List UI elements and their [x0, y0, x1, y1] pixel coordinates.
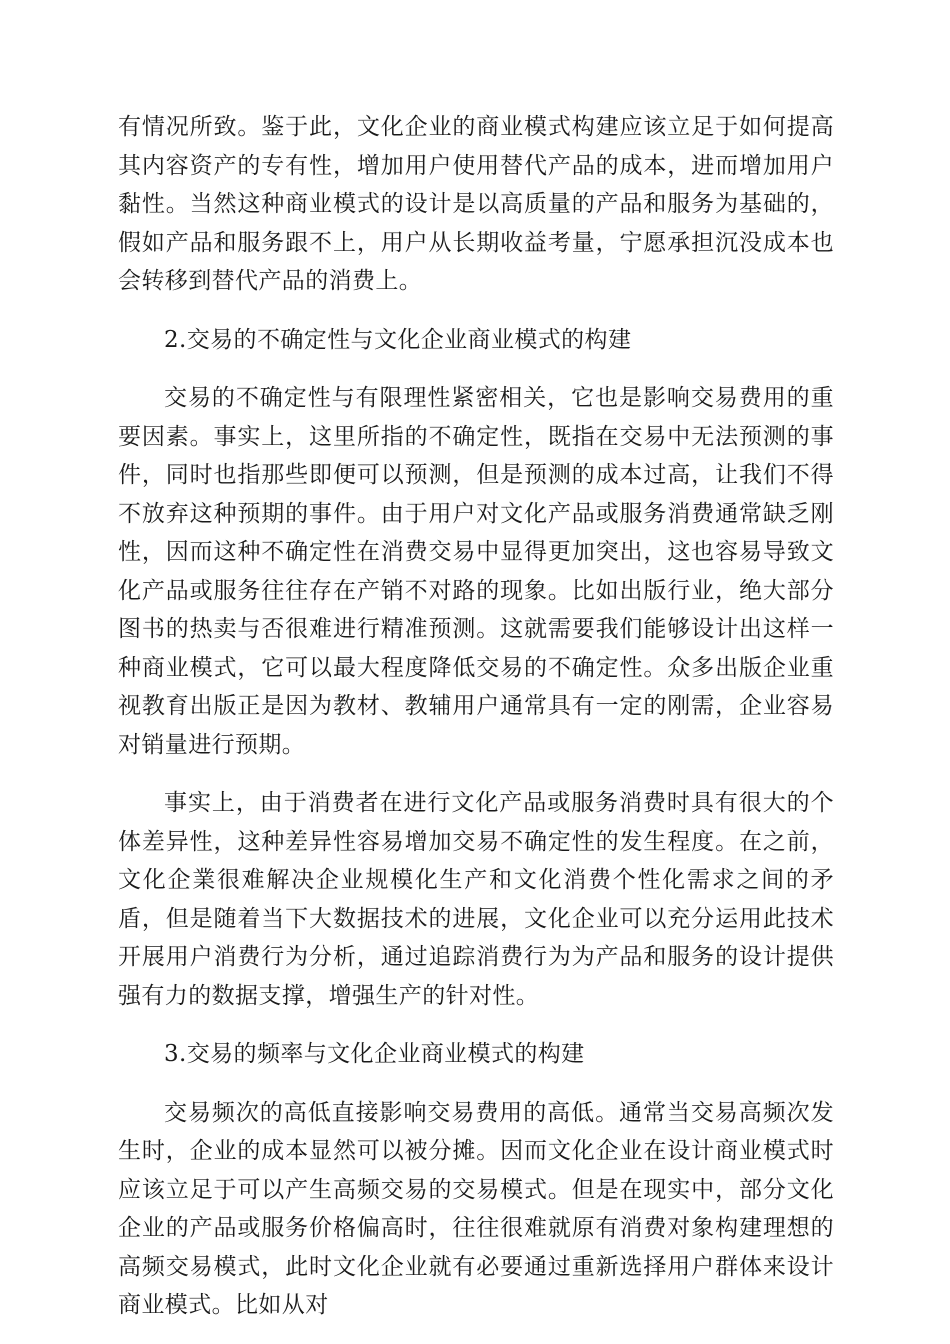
paragraph-gap: [118, 359, 834, 379]
paragraph-frequency: 交易频次的高低直接影响交易费用的高低。通常当交易高频次发生时，企业的成本显然可以被分摊。因而文化企业在设计商业模式时应该立足于可以产生高频交易的交易模式。但是在现实中，部分文化企业的产品或服务价格偏高时，往往很难就原有消费对象构建理想的高频交易模式，此时文化企业就有必要通过重新选择用户群体来设计商业模式。比如从对: [118, 1099, 834, 1318]
paragraph-gap: [118, 1015, 834, 1035]
paragraph-uncertainty: 交易的不确定性与有限理性紧密相关，它也是影响交易费用的重要因素。事实上，这里所指的不确定性，既指在交易中无法预测的事件，同时也指那些即便可以预测，但是预测的成本过高，让我们不得不放弃这种预期的事件。由于用户对文化产品或服务消费通常缺乏刚性，因而这种不确定性在消费交易中显得更加突出，这也容易导致文化产品或服务往往存在产销不对路的现象。比如出版行业，绝大部分图书的热卖与否很难进行精准预测。这就需要我们能够设计出这样一种商业模式，它可以最大程度降低交易的不确定性。众多出版企业重视教育出版正是因为教材、教辅用户通常具有一定的刚需，企业容易对销量进行预期。: [118, 385, 834, 758]
paragraph-continuation: 有情况所致。鉴于此，文化企业的商业模式构建应该立足于如何提高其内容资产的专有性，增加用户使用替代产品的成本，进而增加用户黏性。当然这种商业模式的设计是以高质量的产品和服务为基础的，假如产品和服务跟不上，用户从长期收益考量，宁愿承担沉没成本也会转移到替代产品的消费上。: [118, 114, 834, 294]
paragraph-gap: [118, 764, 834, 784]
section-heading-2: 2.交易的不确定性与文化企业商业模式的构建: [164, 326, 632, 353]
paragraph-gap: [118, 301, 834, 321]
section-heading-3: 3.交易的频率与文化企业商业模式的构建: [164, 1041, 585, 1067]
paragraph-gap: [118, 1074, 834, 1094]
document-body: [118, 108, 834, 1325]
paragraph-individual-difference: 事实上，由于消费者在进行文化产品或服务消费时具有很大的个体差异性，这种差异性容易增加交易不确定性的发生程度。在之前，文化企業很难解决企业规模化生产和文化消费个性化需求之间的矛盾，但是随着当下大数据技术的进展，文化企业可以充分运用此技术开展用户消费行为分析，通过追踪消费行为为产品和服务的设计提供强有力的数据支撑，增强生产的针对性。: [118, 790, 834, 1009]
